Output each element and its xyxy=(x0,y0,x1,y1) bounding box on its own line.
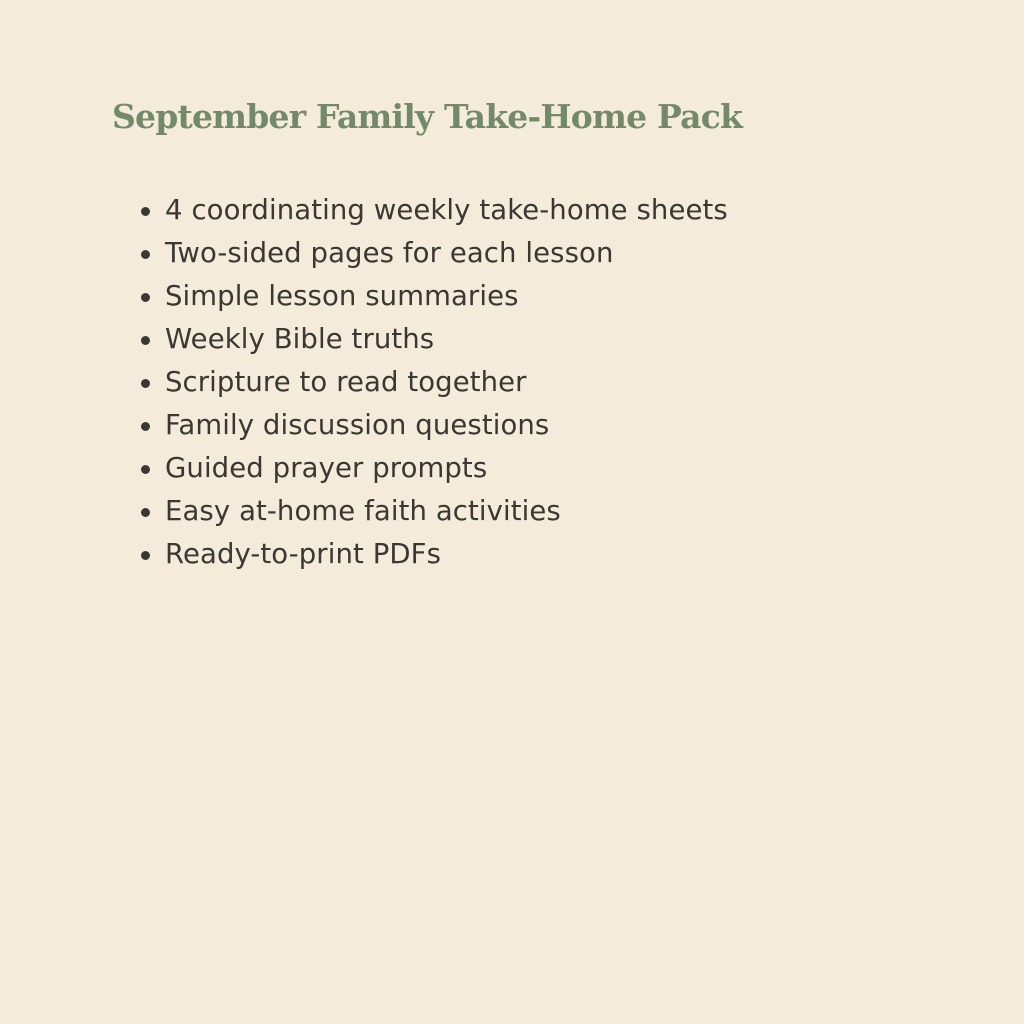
feature-list xyxy=(137,189,728,576)
feature-text: Two-sided pages for each lesson xyxy=(165,237,614,269)
feature-text: Family discussion questions xyxy=(165,409,550,441)
bullet-icon xyxy=(141,379,150,388)
list-item xyxy=(137,275,728,318)
feature-text: Scripture to read together xyxy=(165,366,527,398)
list-item xyxy=(137,361,728,404)
feature-text: Simple lesson summaries xyxy=(165,280,519,312)
bullet-icon xyxy=(141,508,150,517)
list-item xyxy=(137,318,728,361)
list-item xyxy=(137,232,728,275)
bullet-icon xyxy=(141,422,150,431)
list-item xyxy=(137,490,728,533)
list-item xyxy=(137,447,728,490)
feature-text: Easy at-home faith activities xyxy=(165,495,561,527)
list-item xyxy=(137,189,728,232)
bullet-icon xyxy=(141,293,150,302)
bullet-icon xyxy=(141,207,150,216)
feature-text: Ready-to-print PDFs xyxy=(165,538,442,570)
feature-text: Weekly Bible truths xyxy=(165,323,435,355)
bullet-icon xyxy=(141,465,150,474)
page-title: September Family Take-Home Pack xyxy=(112,97,743,136)
bullet-icon xyxy=(141,551,150,560)
bullet-icon xyxy=(141,336,150,345)
bullet-icon xyxy=(141,250,150,259)
feature-text: Guided prayer prompts xyxy=(165,452,488,484)
list-item xyxy=(137,533,728,576)
list-item xyxy=(137,404,728,447)
feature-text: 4 coordinating weekly take-home sheets xyxy=(165,194,728,226)
